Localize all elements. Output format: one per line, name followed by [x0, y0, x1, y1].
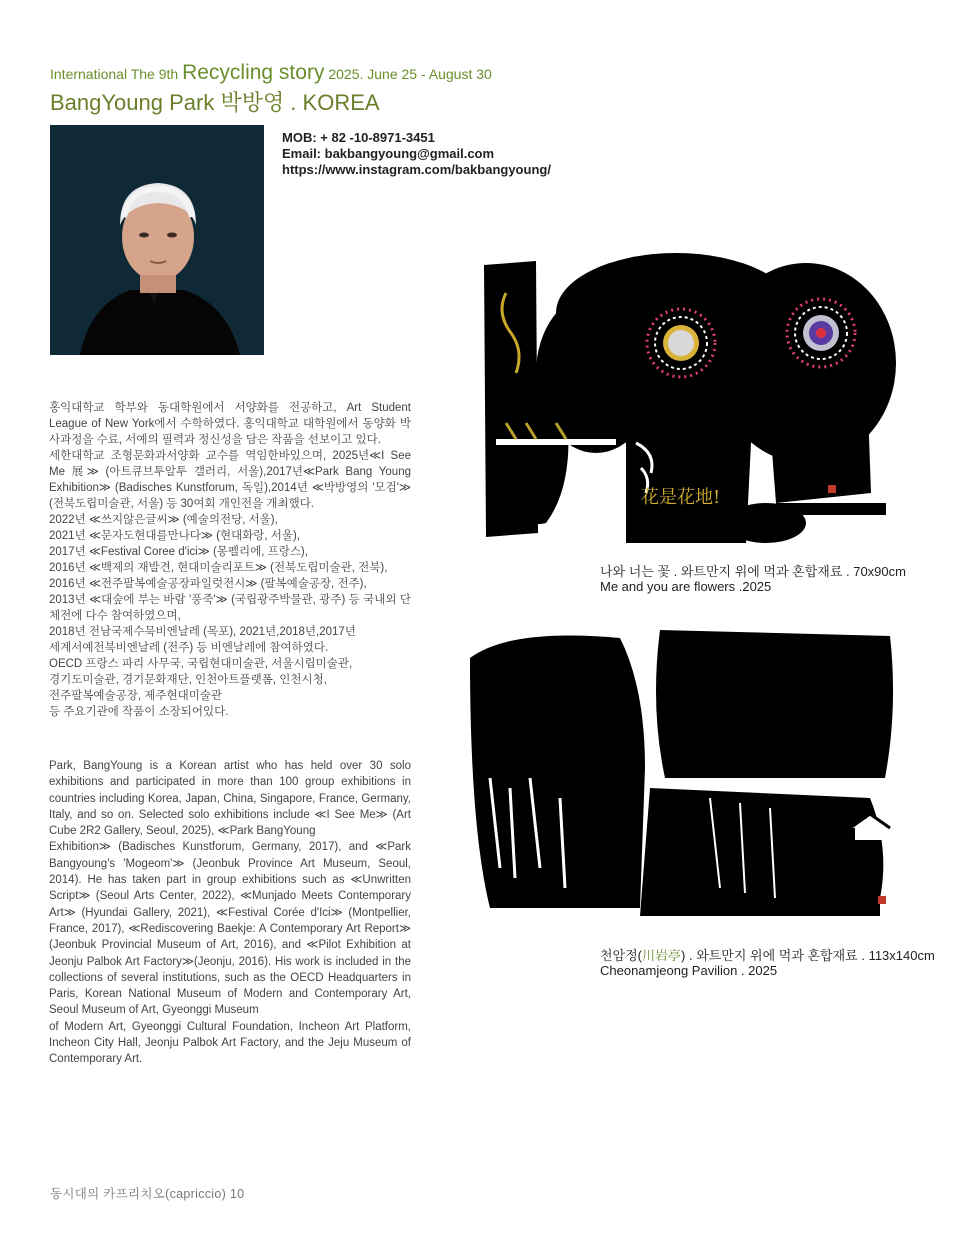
page-footer: 동시대의 카프리치오(capriccio) 10 — [50, 1187, 245, 1201]
artwork-pavilion-caption — [600, 948, 935, 978]
event-dates: 2025. June 25 - August 30 — [328, 66, 492, 82]
bio-kr-line: 2017년 ≪Festival Coree d'ici≫ (몽펠리에, 프랑스), — [49, 546, 308, 558]
artwork-pavilion — [470, 628, 900, 918]
artwork-pavilion-image — [470, 628, 900, 918]
page-header — [50, 62, 750, 117]
bio-kr-line: 2016년 ≪백제의 재발견, 현대미술리포트≫ (전북도립미술관, 전북), — [49, 562, 388, 574]
caption-kr-post: ) . 와트만지 위에 먹과 혼합재료 . 113x140cm — [681, 948, 935, 963]
bio-kr-line: 등 주요기관에 작품이 소장되어있다. — [49, 706, 229, 718]
bio-en-para: Exhibition≫ (Badisches Kunstforum, Germany, 2017), and ≪Park Bangyoung's 'Mogeom'≫ (Jeonbuk Province Art Museum, Seoul, 2014). He has taken part in group exhibitions such as ≪Unwritten Script≫ (Seoul Arts Center, 2022), ≪Munjado Meets Contemporary Art≫ (Hyundai Gallery, 2021), ≪Festival Corée d'Ici≫ (Montpellier, France, 2017), ≪Rediscovering Baekje: A Contemporary Art Report≫ (Jeonbuk Provincial Museum of Art, 2016), and ≪Pilot Exhibition at Jeonju Palbok Art Factory≫(Jeonju, 2016). His work is included in the collections of several institutions, such as the OECD Headquarters in Paris, Korean National Museum of Modern and Contemporary Art, Seoul Museum of Art, Gyeonggi Museum — [49, 841, 411, 1017]
bio-kr-line: 2021년 ≪문자도현대를만나다≫ (현대화랑, 서울), — [49, 530, 301, 542]
caption-english: Me and you are flowers .2025 — [600, 579, 772, 594]
portrait-image — [50, 125, 264, 355]
bio-korean — [49, 400, 411, 720]
caption-korean: 나와 너는 꽃 . 와트만지 위에 먹과 혼합재료 . 70x90cm — [600, 564, 906, 579]
email-address[interactable]: Email: bakbangyoung@gmail.com — [282, 146, 495, 161]
intl-label: International The 9th — [50, 66, 179, 82]
contact-block — [282, 130, 551, 178]
instagram-link[interactable]: https://www.instagram.com/bakbangyoung/ — [282, 162, 551, 177]
bio-kr-line: 2022년 ≪쓰지않은글씨≫ (예술의전당, 서울), — [49, 514, 278, 526]
bio-kr-para: 세한대학교 조형문화과서양화 교수를 역임한바있으며, 2025년≪I See Me 展≫ (아트큐브투알투 갤러리, 서울),2017년≪Park Bang Young Exhibition≫ (Badisches Kunstforum, 독일),2014년 ≪박방영의 '모검'≫ (전북도립미술관, 서울) 등 30여회 개인전을 개최했다. — [49, 450, 411, 510]
bio-english — [49, 758, 411, 1068]
bio-en-para: of Modern Art, Gyeonggi Cultural Foundation, Incheon Art Platform, Incheon City Hall, Jeonju Palbok Art Factory, and the Jeju Museum of Contemporary Art. — [49, 1020, 411, 1066]
seal-stamp — [828, 485, 836, 493]
seal-stamp — [878, 896, 886, 904]
exhibition-title — [50, 62, 750, 85]
bio-kr-line: 2016년 ≪전주팔복예술공장파일럿전시≫ (팔복예술공장, 전주), — [49, 578, 367, 590]
bio-kr-line: OECD 프랑스 파리 사무국, 국립현대미술관, 서울시립미술관, — [49, 658, 353, 670]
caption-hanja: 川岩亭 — [642, 948, 682, 963]
caption-korean — [600, 948, 935, 963]
bio-kr-line: 2013년 ≪대숲에 부는 바람 '풍죽'≫ (국립광주박물관, 광주) 등 국내외 단체전에 다수 참여하였으며, — [49, 594, 411, 622]
artwork-flowers-caption — [600, 564, 906, 594]
bio-en-para: Park, BangYoung is a Korean artist who has held over 30 solo exhibitions and participated in more than 100 group exhibitions in countries including Korea, Japan, China, Singapore, France, Germany, Italy, and so on. Selected solo exhibitions include ≪I See Me≫ (Art Cube 2R2 Gallery, Seoul, 2025), ≪Park BangYoung — [49, 760, 411, 838]
artwork-flowers — [476, 253, 900, 545]
artwork-flowers-image — [476, 253, 900, 545]
bio-kr-para: 홍익대학교 학부와 동대학원에서 서양화를 전공하고, Art Student League of New York에서 수학하였다. 홍익대학교 대학원에서 동양화 박사과정을 수료, 서예의 필력과 정신성을 담은 작품을 선보이고 있다. — [49, 402, 411, 446]
caption-kr-pre: 천암정( — [600, 948, 643, 963]
bio-kr-line: 2018년 전남국제수묵비엔날레 (목포), 2021년,2018년,2017년 — [49, 626, 356, 638]
artist-name: BangYoung Park 박방영 . KOREA — [50, 90, 380, 115]
artist-portrait — [50, 125, 264, 355]
caption-english: Cheonamjeong Pavilion . 2025 — [600, 963, 778, 978]
bio-kr-line: 세계서예전북비엔날레 (전주) 등 비엔날레에 참여하였다. — [49, 642, 329, 654]
artwork-inscription: 花是花地! — [641, 487, 721, 508]
bio-kr-line: 경기도미술관, 경기문화재단, 인천아트플랫폼, 인천시청, — [49, 674, 327, 686]
bio-kr-line: 전주팔복예술공장, 제주현대미술관 — [49, 690, 223, 702]
mobile-number: MOB: + 82 -10-8971-3451 — [282, 130, 435, 145]
event-name: Recycling story — [182, 61, 325, 84]
